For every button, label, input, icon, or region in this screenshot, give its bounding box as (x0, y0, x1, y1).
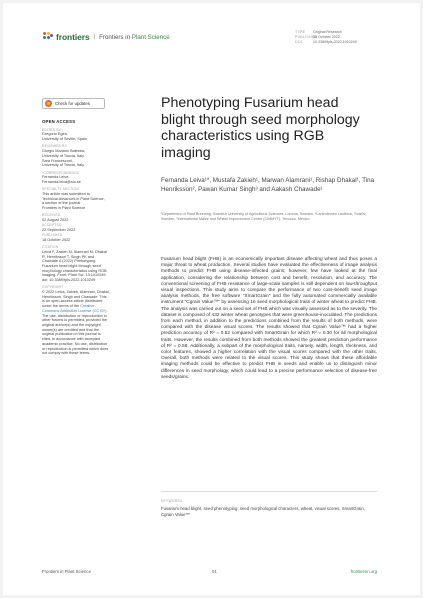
affiliations: ¹Department of Plant Breeding, Swedish University of Agricultural Sciences, Lomma, Sweden, ²Lantmännen Lantbruk, Svalöv, Sweden, ³International Maize and Wheat Improvement Center (CIMMYT), Texcoco, Mexico (161, 212, 367, 221)
citation-heading: CITATION (42, 245, 59, 250)
open-access-label: OPEN ACCESS (42, 119, 76, 124)
header-separator: | (93, 34, 96, 40)
footer-journal: Frontiers in Plant Science (42, 569, 91, 574)
cc-by-license-link[interactable]: Creative Commons Attribution License (CC BY). (42, 304, 108, 313)
meta-doi-key: DOI (295, 40, 302, 44)
keywords-heading: KEYWORDS (161, 499, 183, 503)
copyright-text-a: © 2022 Leiva, Zakieh, Alamrani, Dhakal, Henriksson, Singh and Chawade. This is an open-access article distributed under the terms of the (42, 290, 110, 309)
received-date: 02 August 2022 (42, 218, 69, 223)
published-date: 18 October 2022 (42, 237, 71, 242)
meta-type-value: Original Research (313, 30, 342, 34)
keywords-divider (161, 491, 377, 492)
reviewed-by-heading: REVIEWED BY (42, 144, 68, 149)
copyright-heading: COPYRIGHT (42, 285, 64, 290)
article-page (3, 3, 420, 595)
check-for-updates-button[interactable] (42, 98, 105, 109)
journal-name-prefix: Frontiers in (99, 33, 131, 41)
frontiers-logo-icon (43, 32, 53, 42)
meta-published-value: 18 October 2022 (313, 35, 340, 39)
specialty-body: This article was submitted to Technical Advances in Plant Science, a section of the journal Frontiers in Plant Science (42, 191, 105, 211)
correspondence-heading: *CORRESPONDENCE (42, 170, 80, 175)
meta-doi-value[interactable]: 10.3389/fpls.2022.1010249 (313, 40, 357, 44)
check-for-updates-icon (45, 100, 52, 107)
published-heading: PUBLISHED (42, 233, 63, 238)
article-sidebar (42, 120, 110, 356)
reviewed-by-body: Giorgio Mariano Balestra, University of Tuscia, Italy Sara Francesconi, University of Tuscia, Italy (42, 149, 86, 168)
edited-by-heading: EDITED BY (42, 127, 62, 132)
meta-published-key: PUBLISHED (295, 35, 318, 39)
journal-header (43, 32, 170, 42)
edited-by-body: Gregorio Egea, University of Seville, Spain (42, 132, 87, 142)
frontiers-logo-text: frontiers (56, 32, 90, 42)
footer-site-link[interactable]: frontiersin.org (350, 569, 377, 574)
check-for-updates-label: Check for updates (55, 101, 90, 106)
keywords-text: Fusarium head blight, seed phenotyping, seed morphological characters, wheat, visual scores, SmartGrain, Cgrain Value™ (161, 506, 365, 517)
page-number: 01 (212, 569, 217, 574)
journal-name-section: Plant Science (131, 33, 170, 41)
copyright-body (42, 290, 110, 356)
received-heading: RECEIVED (42, 213, 61, 218)
accepted-date: 22 September 2022 (42, 227, 76, 232)
meta-type-key: TYPE (295, 30, 306, 34)
specialty-heading: SPECIALTY SECTION (42, 187, 79, 192)
abstract: Fusarium head blight (FHB) is an economically important disease affecting wheat and thus poses a major threat to wheat production. Several studies have evaluated the effectiveness of image analysis methods to predict FHB using disease-infected grains; however, few have looked at the final application, considering the relationship between cost and benefit, resolution, and accuracy. The conventional screening of FHB resistance of large-scale samples is still dependent on low-throughput visual inspections. This study aims to compare the performance of two cost–benefit seed image analysis methods, the free software "SmartGrain" and the fully automated commercially available instrument "Cgrain Value™" by assessing 16 seed morphological traits of winter wheat to predict FHB. The analysis was carried out on a seed set of FHB which was visually assessed as to the severity. The dataset is composed of 432 winter wheat genotypes that were greenhouse-inoculated. The predictions from each method, in addition to the predictions combined from the results of both methods, were compared with the disease visual scores. The results showed that Cgrain Value™ had a higher prediction accuracy of R² = 0.52 compared with SmartGrain for which R² = 0.30 for all morphological traits. However, the results combined from both methods showed the greatest prediction performance of R² = 0.58. Additionally, a subpart of the morphological traits, namely, width, length, thickness, and color features, showed a higher correlation with the visual scores compared with the other traits. Overall, both methods were related to the visual scores. This study shows that these affordable imaging methods could be effective to predict FHB in seeds and enable us to distinguish minor differences in seed morphology, which could lead to a precise performance selection of disease-free seeds/grains. (161, 257, 377, 380)
author-list: Fernanda Leiva¹*, Mustafa Zakieh¹, Marwan Alamrani¹, Rishap Dhakal¹, Tina Henriksson², Pawan Kumar Singh³ and Aakash Chawade¹ (161, 177, 375, 193)
keywords-block (161, 499, 377, 517)
copyright-text-b: The use, distribution or reproduction in other forums is permitted, provided the original author(s) and the copyright owner(s) are credited and that the original publication in this journal is cited, in accordance with accepted academic practice. No use, distribution or reproduction is permitted which does not comply with these terms. (42, 313, 109, 356)
journal-name[interactable] (99, 34, 170, 41)
accepted-heading: ACCEPTED (42, 223, 62, 228)
article-title: Phenotyping Fusarium head blight through seed morphology characteristics using RGB imaging (161, 95, 360, 161)
article-meta (295, 30, 357, 45)
citation-body: Leiva F, Zakieh M, Alamrani M, Dhakal R, Henriksson T, Singh PK and Chawade A (2022) Phenotyping Fusarium head blight through seed morphology characteristics using RGB imaging. Front. Plant Sci. 13:1010249. doi: 10.3389/fpls.2022.1010249 (42, 249, 107, 283)
correspondence-body: Fernanda Leiva Fernanda.leiva@slu.se (42, 175, 81, 184)
